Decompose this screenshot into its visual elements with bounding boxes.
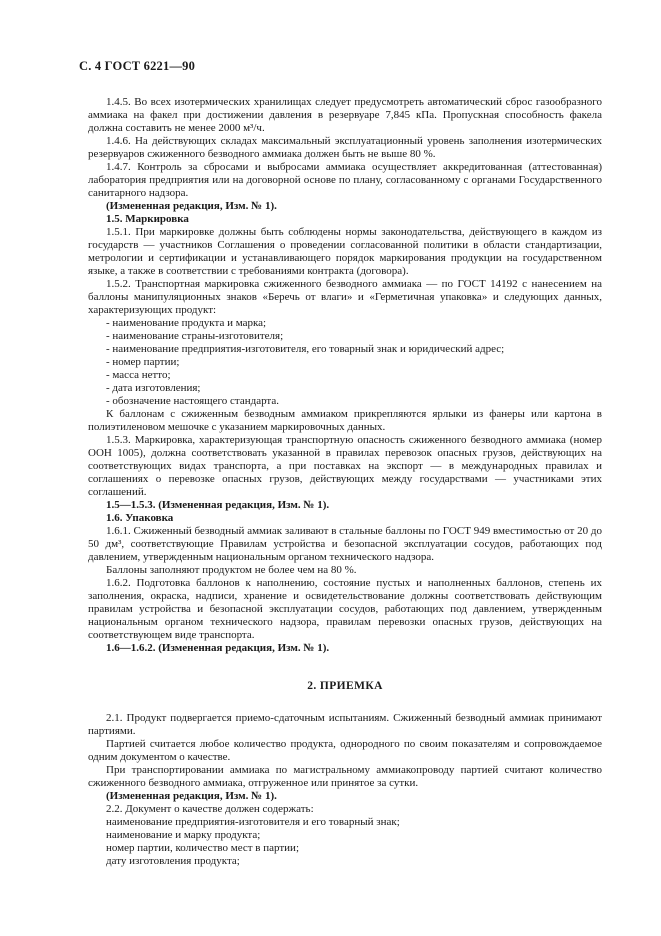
section-heading-acceptance: 2. ПРИЕМКА	[307, 680, 383, 692]
list-item: наименование предприятия-изготовителя и его товарный знак;	[106, 816, 400, 828]
paragraph-1-4-5: 1.4.5. Во всех изотермических хранилищах следует предусмотреть автоматический сброс газообразного аммиака на факел при достижении давления в резервуаре 7,845 кПа. Пропускная способность факела должна составить не менее 2000 м³/ч.	[88, 96, 602, 134]
list-item: - дата изготовления;	[106, 382, 201, 394]
heading-marking: 1.5. Маркировка	[106, 213, 189, 225]
edit-note: 1.6—1.6.2. (Измененная редакция, Изм. № 1).	[106, 642, 330, 654]
paragraph-1-5-2: 1.5.2. Транспортная маркировка сжиженного безводного аммиака — по ГОСТ 14192 с нанесением на баллоны манипуляционных знаков «Беречь от влаги» и «Герметичная упаковка» и следующих данных, характеризующих продукт:	[88, 278, 602, 316]
list-item: - обозначение настоящего стандарта.	[106, 395, 280, 407]
paragraph-fill-limit: Баллоны заполняют продуктом не более чем на 80 %.	[106, 564, 357, 576]
paragraph-batch: Партией считается любое количество продукта, однородного по своим показателям и сопровождаемое одним документом о качестве.	[88, 738, 602, 763]
paragraph-1-4-7: 1.4.7. Контроль за сбросами и выбросами аммиака осуществляет аккредитованная (аттестованная) лаборатория предприятия или на договорной основе по плану, согласованному с органами Государственного санитарного надзора.	[88, 161, 602, 199]
paragraph-pipeline: При транспортировании аммиака по магистральному аммиакопроводу партией считают количество сжиженного безводного аммиака, отгруженное или принятое за сутки.	[88, 764, 602, 789]
list-item: номер партии, количество мест в партии;	[106, 842, 299, 854]
list-item: наименование и марку продукта;	[106, 829, 261, 841]
paragraph-1-4-6: 1.4.6. На действующих складах максимальный эксплуатационный уровень заполнения изотермических резервуаров сжиженного безводного аммиака должен быть не выше 80 %.	[88, 135, 602, 160]
edit-note: (Измененная редакция, Изм. № 1).	[106, 790, 277, 802]
paragraph-2-1: 2.1. Продукт подвергается приемо-сдаточным испытаниям. Сжиженный безводный аммиак принимают партиями.	[88, 712, 602, 737]
paragraph-1-6-1: 1.6.1. Сжиженный безводный аммиак заливают в стальные баллоны по ГОСТ 949 вместимостью от 20 до 50 дм³, соответствующие Правилам устройства и безопасной эксплуатации сосудов, работающих под давлением, утвержденным национальным органом технического надзора.	[88, 525, 602, 563]
paragraph-1-6-2: 1.6.2. Подготовка баллонов к наполнению, состояние пустых и наполненных баллонов, степень их заполнения, окраска, надписи, хранение и освидетельствование должны соответствовать действующим правилам устройства и безопасной эксплуатации сосудов, работающих под давлением, утвержденным национальным органом технического надзора, правилам перевозки опасных грузов, действующих на соответствующем виде транспорта.	[88, 577, 602, 641]
edit-note: (Измененная редакция, Изм. № 1).	[106, 200, 277, 212]
list-item: - номер партии;	[106, 356, 180, 368]
list-item: - наименование страны-изготовителя;	[106, 330, 284, 342]
page-header: С. 4 ГОСТ 6221—90	[79, 59, 196, 73]
paragraph-2-2: 2.2. Документ о качестве должен содержать:	[106, 803, 314, 815]
paragraph-1-5-3: 1.5.3. Маркировка, характеризующая транспортную опасность сжиженного безводного аммиака (номер ООН 1005), должна соответствовать указанной в правилах перевозок опасных грузов, действующих на соответствующих видах транспорта, а при поставках на экспорт — в международных правилах и соглашениях о перевозке опасных грузов, действующих между государствами — участниками этих соглашений.	[88, 434, 602, 498]
list-item: дату изготовления продукта;	[106, 855, 240, 867]
list-item: - наименование предприятия-изготовителя, его товарный знак и юридический адрес;	[106, 343, 505, 355]
paragraph-labels: К баллонам с сжиженным безводным аммиаком прикрепляются ярлыки из фанеры или картона в полиэтиленовом мешочке с указанием маркировочных данных.	[88, 408, 602, 433]
edit-note: 1.5—1.5.3. (Измененная редакция, Изм. № 1).	[106, 499, 330, 511]
paragraph-1-5-1: 1.5.1. При маркировке должны быть соблюдены нормы законодательства, действующего в каждом из государств — участников Соглашения о проведении согласованной политики в области стандартизации, метрологии и сертификации и устанавливающего порядок маркирования продукции на государственном языке, а также в соответствии с требованиями контракта (договора).	[88, 226, 602, 277]
document-body	[88, 96, 602, 868]
list-item: - наименование продукта и марка;	[106, 317, 267, 329]
heading-packaging: 1.6. Упаковка	[106, 512, 174, 524]
list-item: - масса нетто;	[106, 369, 171, 381]
